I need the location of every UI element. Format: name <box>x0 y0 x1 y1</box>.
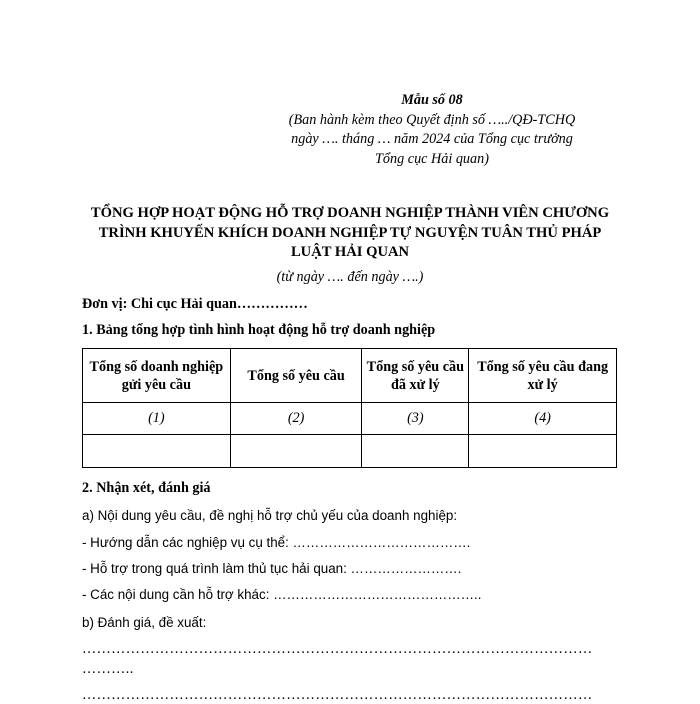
header-pending-requests: Tổng số yêu cầu đang xử lý <box>469 349 617 403</box>
bullet-guidance: - Hướng dẫn các nghiệp vụ cụ thể: …………………………………. <box>82 535 471 550</box>
title-line-2: TRÌNH KHUYẾN KHÍCH DOANH NGHIỆP TỰ NGUYỆN TUÂN THỦ PHÁP <box>98 224 602 241</box>
document-title <box>70 204 630 263</box>
form-header <box>262 91 602 169</box>
table-cell: (4) <box>469 403 617 435</box>
form-header-line-1: (Ban hành kèm theo Quyết định số …../QĐ-TCHQ <box>288 111 576 128</box>
table-cell <box>230 435 362 468</box>
table-row <box>83 435 617 468</box>
table-cell <box>469 435 617 468</box>
form-number: Mẫu số 08 <box>401 92 463 108</box>
date-range: (từ ngày …. đến ngày ….) <box>276 269 424 285</box>
title-line-3: LUẬT HẢI QUAN <box>290 244 410 260</box>
item-a-text: a) Nội dung yêu cầu, đề nghị hỗ trợ chủ yếu của doanh nghiệp: <box>82 508 458 523</box>
header-total-requests: Tổng số yêu cầu <box>230 349 362 403</box>
table-cell: (2) <box>230 403 362 435</box>
dotted-fill-line: …………………………………………………………………………………………… <box>82 641 593 657</box>
form-header-line-3: Tổng cục Hải quan) <box>375 150 489 167</box>
dotted-fill-line: ……….. <box>82 661 134 677</box>
item-b-text: b) Đánh giá, đề xuất: <box>82 615 207 630</box>
dotted-fill-line: …………………………………………………………………………………………… <box>82 687 593 703</box>
bullet-procedure-support: - Hỗ trợ trong quá trình làm thủ tục hải quan: ……………………. <box>82 561 462 576</box>
table-cell: (3) <box>362 403 469 435</box>
title-line-1: TỔNG HỢP HOẠT ĐỘNG HỖ TRỢ DOANH NGHIỆP THÀNH VIÊN CHƯƠNG <box>90 205 610 221</box>
header-total-businesses: Tổng số doanh nghiệp gửi yêu cầu <box>83 349 231 403</box>
table-header-row <box>83 349 617 403</box>
section-2-title: 2. Nhận xét, đánh giá <box>82 480 211 496</box>
bullet-other-support: - Các nội dung cần hỗ trợ khác: ……………………………………….. <box>82 587 482 602</box>
table-row <box>83 403 617 435</box>
header-processed-requests: Tổng số yêu cầu đã xử lý <box>362 349 469 403</box>
section-1-title: 1. Bảng tổng hợp tình hình hoạt động hỗ trợ doanh nghiệp <box>82 322 436 338</box>
table-cell <box>83 435 231 468</box>
summary-table <box>82 348 617 468</box>
form-header-line-2: ngày …. tháng … năm 2024 của Tổng cục trưởng <box>291 131 573 147</box>
table-cell: (1) <box>83 403 231 435</box>
unit-line: Đơn vị: Chi cục Hải quan…………… <box>82 296 308 312</box>
table-cell <box>362 435 469 468</box>
